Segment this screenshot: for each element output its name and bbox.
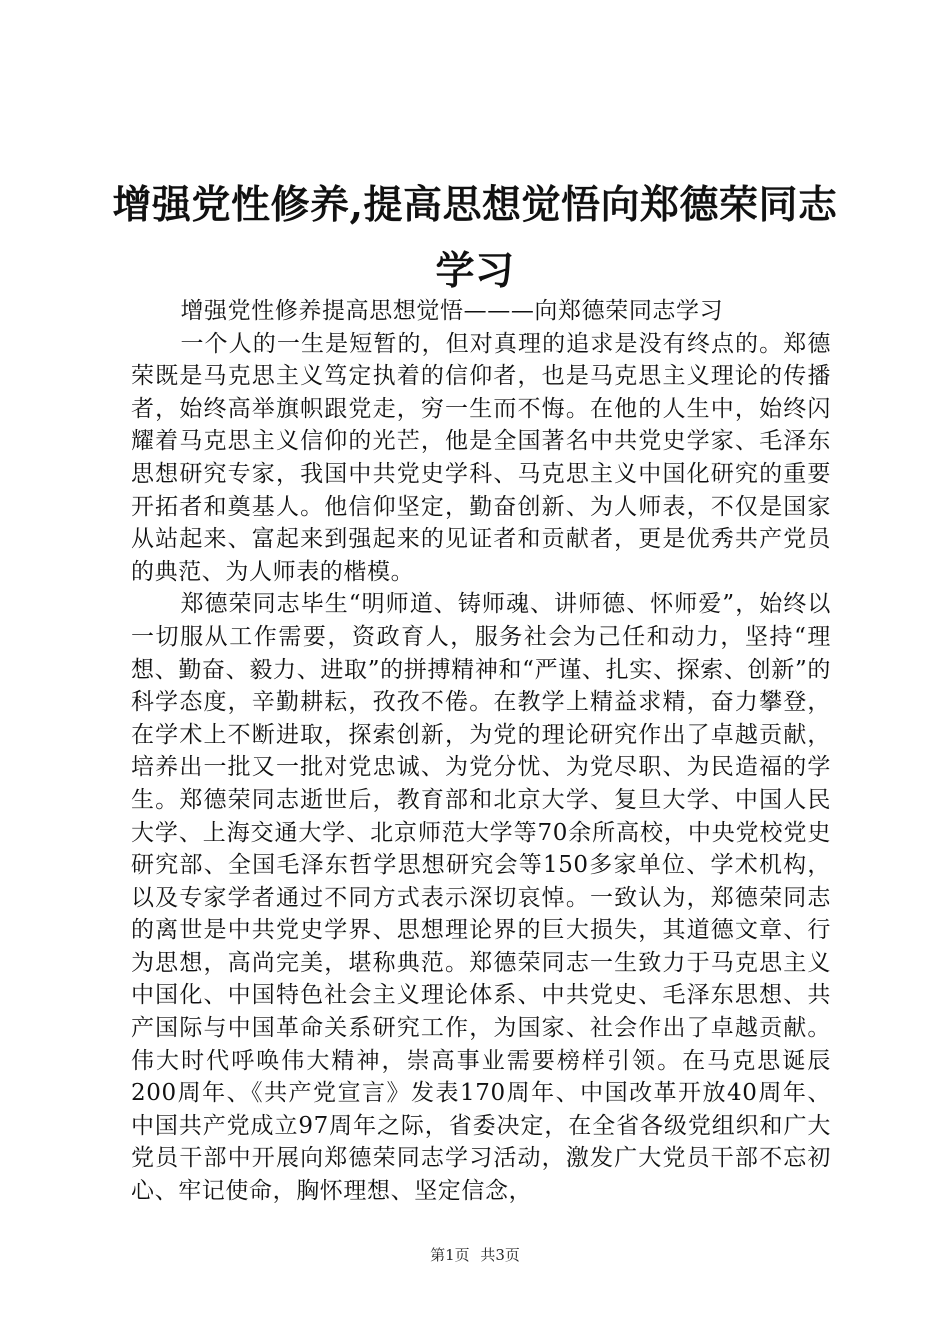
document-subtitle: 增强党性修养提高思想觉悟———向郑德荣同志学习 bbox=[180, 298, 724, 324]
paragraph-2: 郑德荣同志毕生“明师道、铸师魂、讲师德、怀师爱”，始终以一切服从工作需要，资政育人，服务社会为己任和动力，坚持“理想、勤奋、毅力、进取”的拼搏精神和“严谨、扎实、探索、创新”的科学态度，辛勤耕耘，孜孜不倦。在教学上精益求精，奋力攀登，在学术上不断进取，探索创新，为党的理论研究作出了卓越贡献，培养出一批又一批对党忠诚、为党分忧、为党尽职、为民造福的学生。郑德荣同志逝世后，教育部和北京大学、复旦大学、中国人民大学、上海交通大学、北京师范大学等70余所高校，中央党校党史研究部、全国毛泽东哲学思想研究会等150多家单位、学术机构，以及专家学者通过不同方式表示深切哀悼。一致认为，郑德荣同志的离世是中共党史学界、思想理论界的巨大损失，其道德文章、行为思想，高尚完美，堪称典范。郑德荣同志一生致力于马克思主义中国化、中国特色社会主义理论体系、中共党史、毛泽东思想、共产国际与中国革命关系研究工作，为国家、社会作出了卓越贡献。伟大时代呼唤伟大精神，崇高事业需要榜样引领。在马克思诞辰200周年、《共产党宣言》发表170周年、中国改革开放40周年、中国共产党成立97周年之际，省委决定，在全省各级党组织和广大党员干部中开展向郑德荣同志学习活动，激发广大党员干部不忘初心、牢记使命，胸怀理想、坚定信念， bbox=[131, 591, 831, 1205]
page-number: 第1页 bbox=[430, 1246, 470, 1264]
page-total: 共3页 bbox=[480, 1246, 520, 1264]
document-title: 增强党性修养,提高思想觉悟向郑德荣同志学习 bbox=[112, 182, 838, 294]
document-body bbox=[131, 295, 831, 1208]
paragraph-1: 一个人的一生是短暂的，但对真理的追求是没有终点的。郑德荣既是马克思主义笃定执着的信仰者，也是马克思主义理论的传播者，始终高举旗帜跟党走，穷一生而不悔。在他的人生中，始终闪耀着马克思主义信仰的光芒，他是全国著名中共党史学家、毛泽东思想研究专家，我国中共党史学科、马克思主义中国化研究的重要开拓者和奠基人。他信仰坚定，勤奋创新、为人师表，不仅是国家从站起来、富起来到强起来的见证者和贡献者，更是优秀共产党员的典范、为人师表的楷模。 bbox=[131, 330, 831, 585]
page-footer bbox=[0, 1244, 950, 1265]
